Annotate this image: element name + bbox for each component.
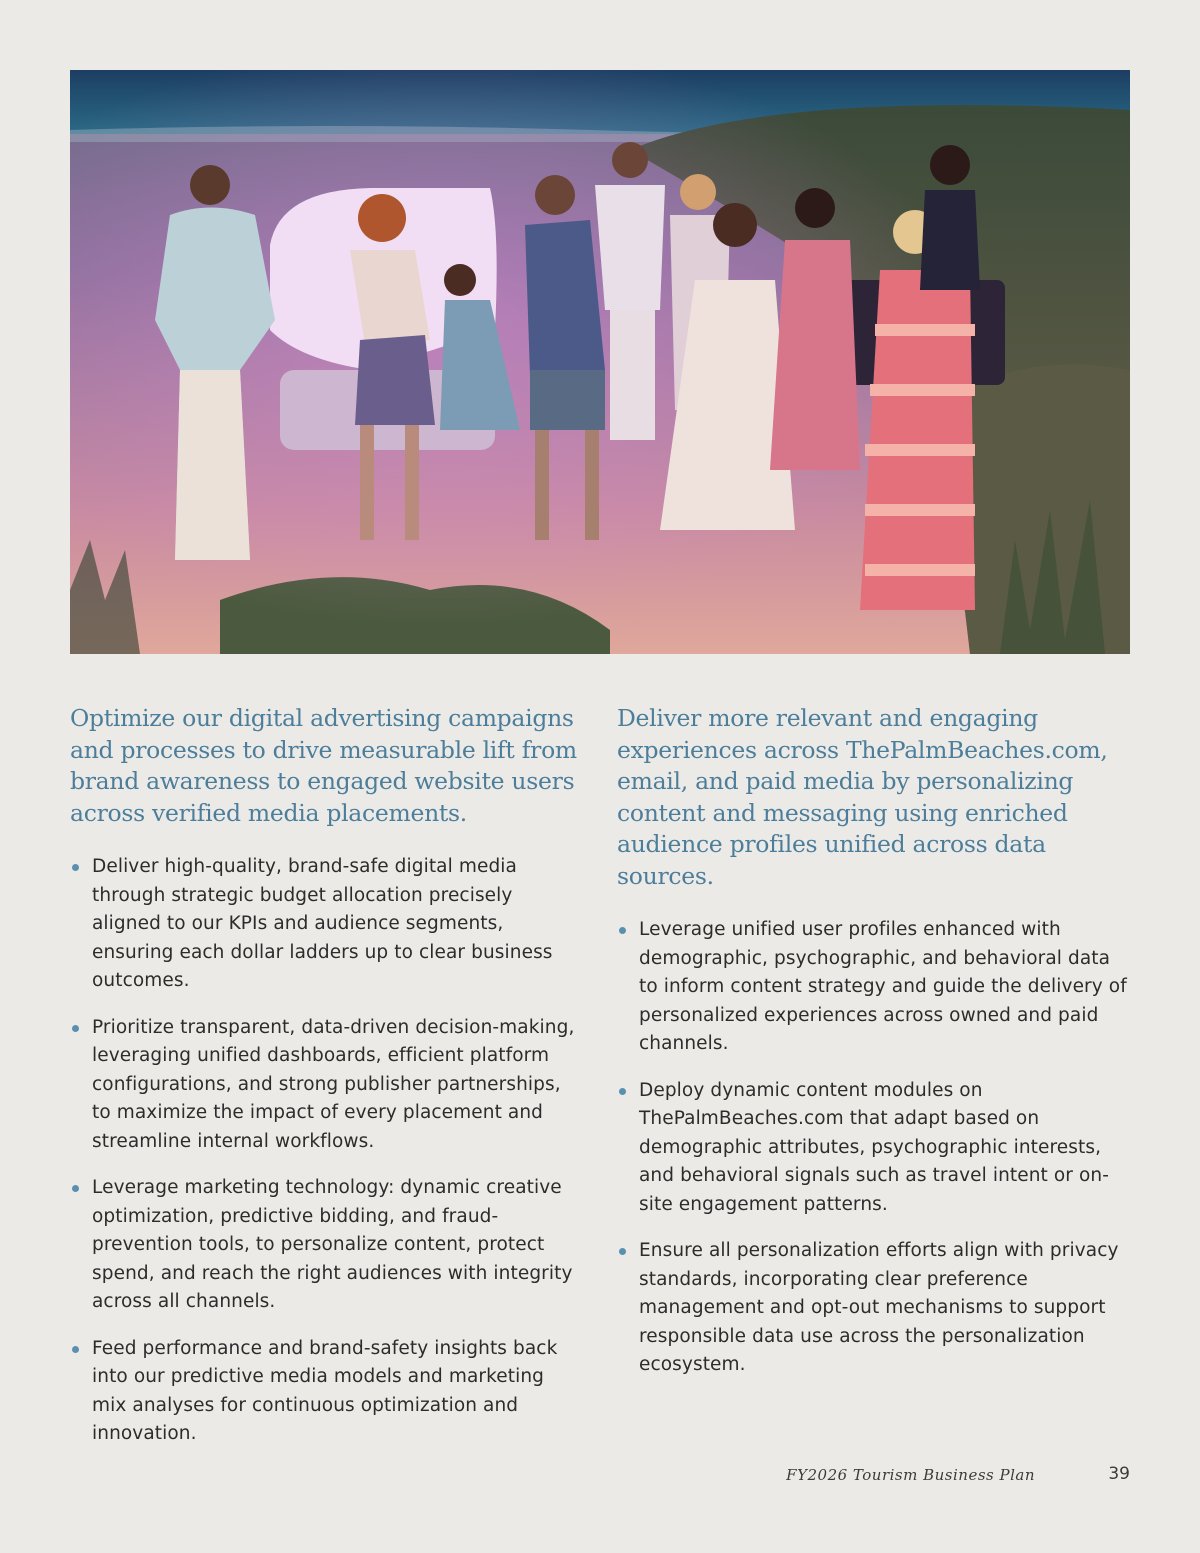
- bullet-icon: [619, 927, 626, 934]
- left-column-heading: Optimize our digital advertising campaigns and processes to drive measurable lift from brand awareness to engaged website users across verified media placements.: [70, 704, 577, 827]
- left-column: [70, 703, 582, 1467]
- bullet-icon: [619, 1088, 626, 1095]
- bullet-text: Prioritize transparent, data-driven decision-making, leveraging unified dashboards, efficient platform configurations, and strong publisher partnerships, to maximize the impact of every placement and streamline internal workflows.: [92, 1016, 575, 1152]
- right-bullet-list: [617, 916, 1131, 1380]
- bullet-icon: [619, 1248, 626, 1255]
- hero-photo-beach-silent-disco: [70, 70, 1130, 654]
- bullet-icon: [72, 1025, 79, 1032]
- hero-photo-illustration: [70, 70, 1130, 654]
- list-item: [617, 916, 1131, 1059]
- list-item: [70, 1174, 582, 1317]
- list-item: [617, 1077, 1131, 1220]
- bullet-text: Leverage marketing technology: dynamic creative optimization, predictive bidding, and fraud-prevention tools, to personalize content, protect spend, and reach the right audiences with integrity across all channels.: [92, 1177, 573, 1312]
- bullet-text: Ensure all personalization efforts align with privacy standards, incorporating clear preference management and opt-out mechanisms to support responsible data use across the personalization ecosystem.: [639, 1240, 1119, 1375]
- bullet-icon: [72, 864, 79, 871]
- bullet-text: Deliver high-quality, brand-safe digital media through strategic budget allocation precisely aligned to our KPIs and audience segments, ensuring each dollar ladders up to clear business outcomes.: [92, 856, 553, 991]
- page-number: 39: [1108, 1464, 1130, 1484]
- right-column-heading: Deliver more relevant and engaging experiences across ThePalmBeaches.com, email, and paid media by personalizing content and messaging using enriched audience profiles unified across data sources.: [617, 704, 1108, 890]
- bullet-icon: [72, 1346, 79, 1353]
- right-column: [617, 703, 1131, 1398]
- list-item: [70, 1335, 582, 1449]
- left-bullet-list: [70, 853, 582, 1449]
- list-item: [617, 1237, 1131, 1380]
- bullet-text: Feed performance and brand-safety insights back into our predictive media models and marketing mix analyses for continuous optimization and innovation.: [92, 1337, 558, 1444]
- bullet-text: Deploy dynamic content modules on ThePalmBeaches.com that adapt based on demographic attributes, psychographic interests, and behavioral signals such as travel intent or on-site engagement patterns.: [639, 1079, 1110, 1215]
- bullet-icon: [72, 1185, 79, 1192]
- footer-document-title: FY2026 Tourism Business Plan: [786, 1466, 1035, 1484]
- list-item: [70, 1014, 582, 1157]
- list-item: [70, 853, 582, 996]
- bullet-text: Leverage unified user profiles enhanced with demographic, psychographic, and behavioral data to inform content strategy and guide the delivery of personalized experiences across owned and paid channels.: [639, 919, 1127, 1054]
